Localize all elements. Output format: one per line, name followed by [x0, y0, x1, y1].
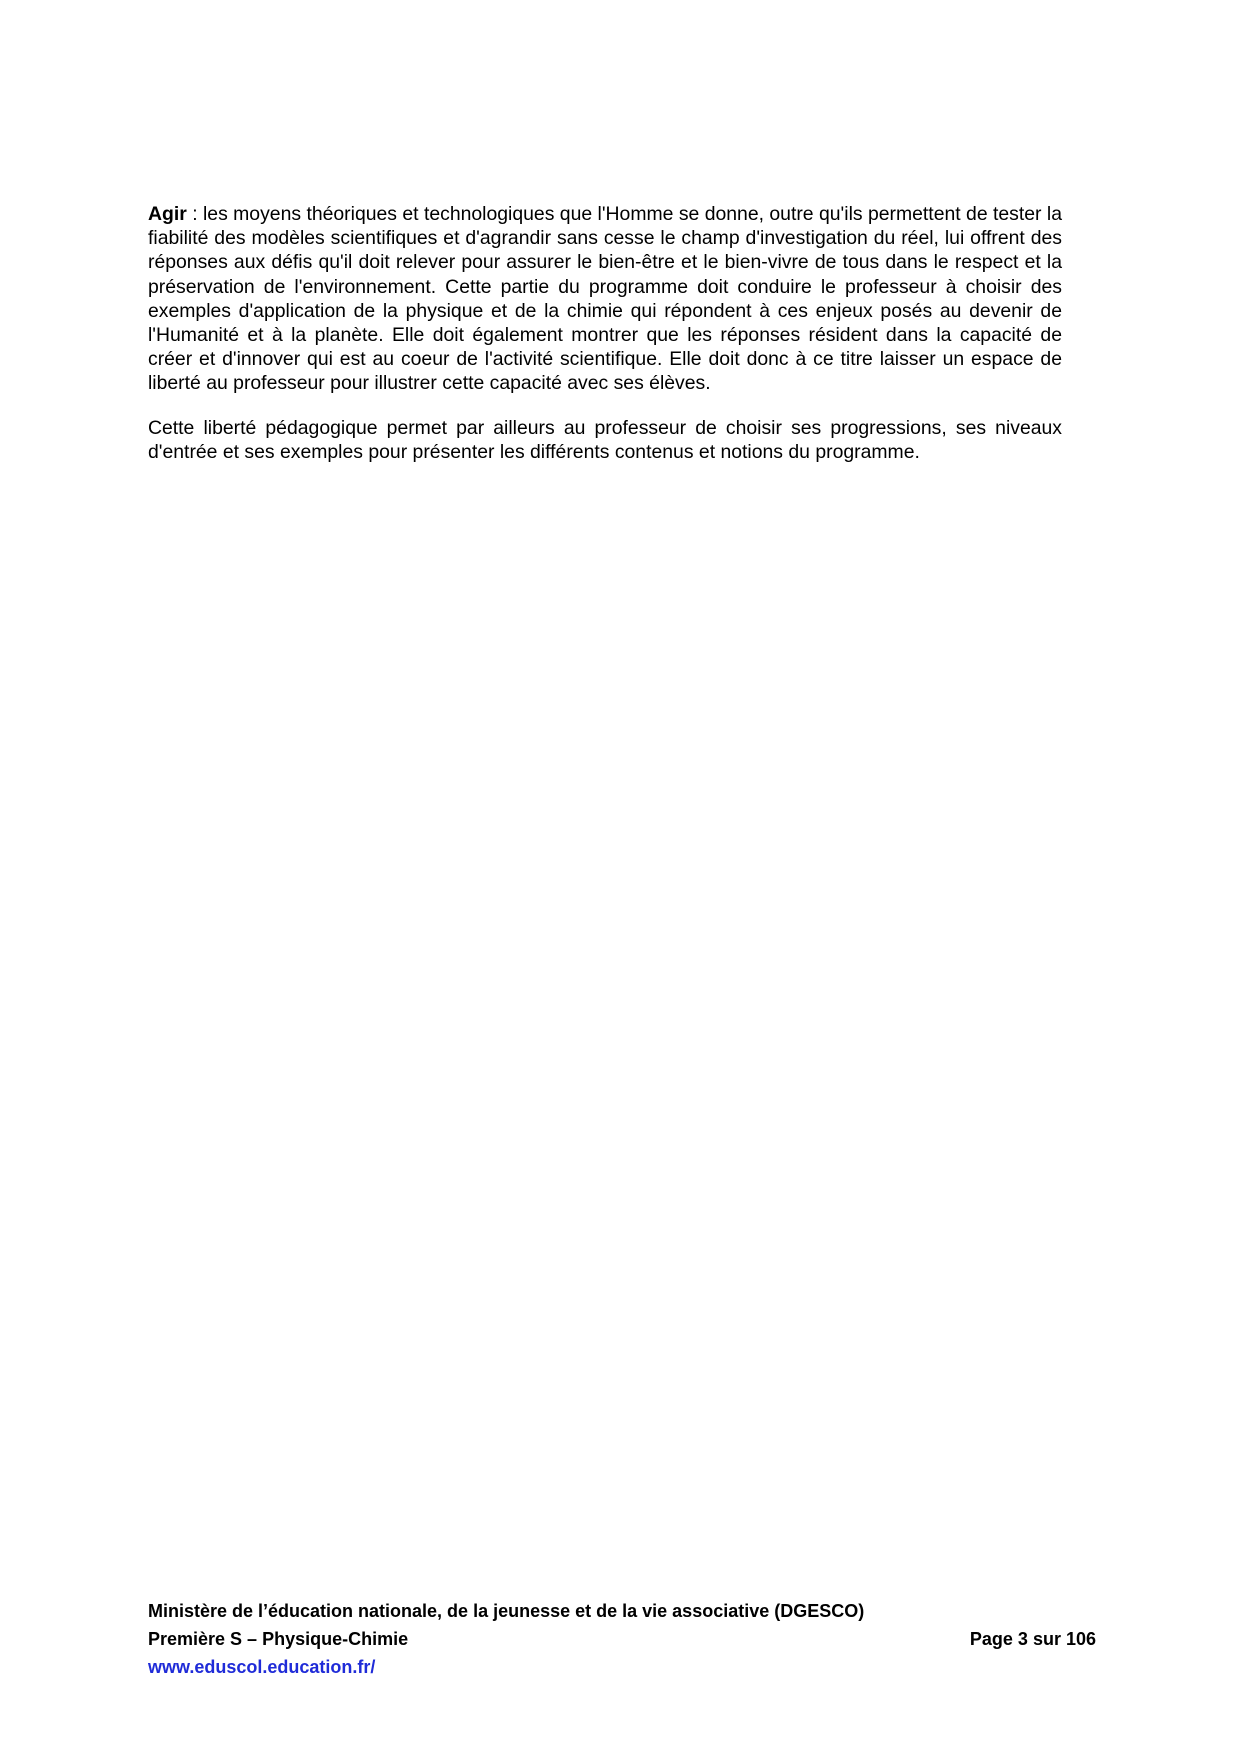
- page-footer: [148, 1597, 1096, 1681]
- footer-course-row: [148, 1625, 1096, 1653]
- document-body: [148, 202, 1062, 484]
- paragraph-agir-text: : les moyens théoriques et technologiques que l'Homme se donne, outre qu'ils permettent de tester la fiabilité des modèles scientifiques et d'agrandir sans cesse le champ d'investigation du réel, lui offrent des réponses aux défis qu'il doit relever pour assurer le bien-être et le bien-vivre de tous dans le respect et la préservation de l'environnement. Cette partie du programme doit conduire le professeur à choisir des exemples d'application de la physique et de la chimie qui répondent à ces enjeux posés au devenir de l'Humanité et à la planète. Elle doit également montrer que les réponses résident dans la capacité de créer et d'innover qui est au coeur de l'activité scientifique. Elle doit donc à ce titre laisser un espace de liberté au professeur pour illustrer cette capacité avec ses élèves.: [148, 203, 1062, 395]
- page-number: Page 3 sur 106: [969, 1629, 1096, 1649]
- paragraph-lead-term: Agir: [148, 203, 187, 225]
- website-link[interactable]: www.eduscol.education.fr/: [148, 1657, 376, 1677]
- paragraph-agir: [148, 202, 1062, 396]
- footer-course: Première S – Physique-Chimie: [148, 1629, 409, 1649]
- paragraph-pedagogical-freedom: Cette liberté pédagogique permet par ailleurs au professeur de choisir ses progressions, ses niveaux d'entrée et ses exemples pour présenter les différents contenus et notions du programme.: [148, 416, 1062, 463]
- footer-ministry: Ministère de l’éducation nationale, de la jeunesse et de la vie associative (DGESCO): [148, 1601, 865, 1621]
